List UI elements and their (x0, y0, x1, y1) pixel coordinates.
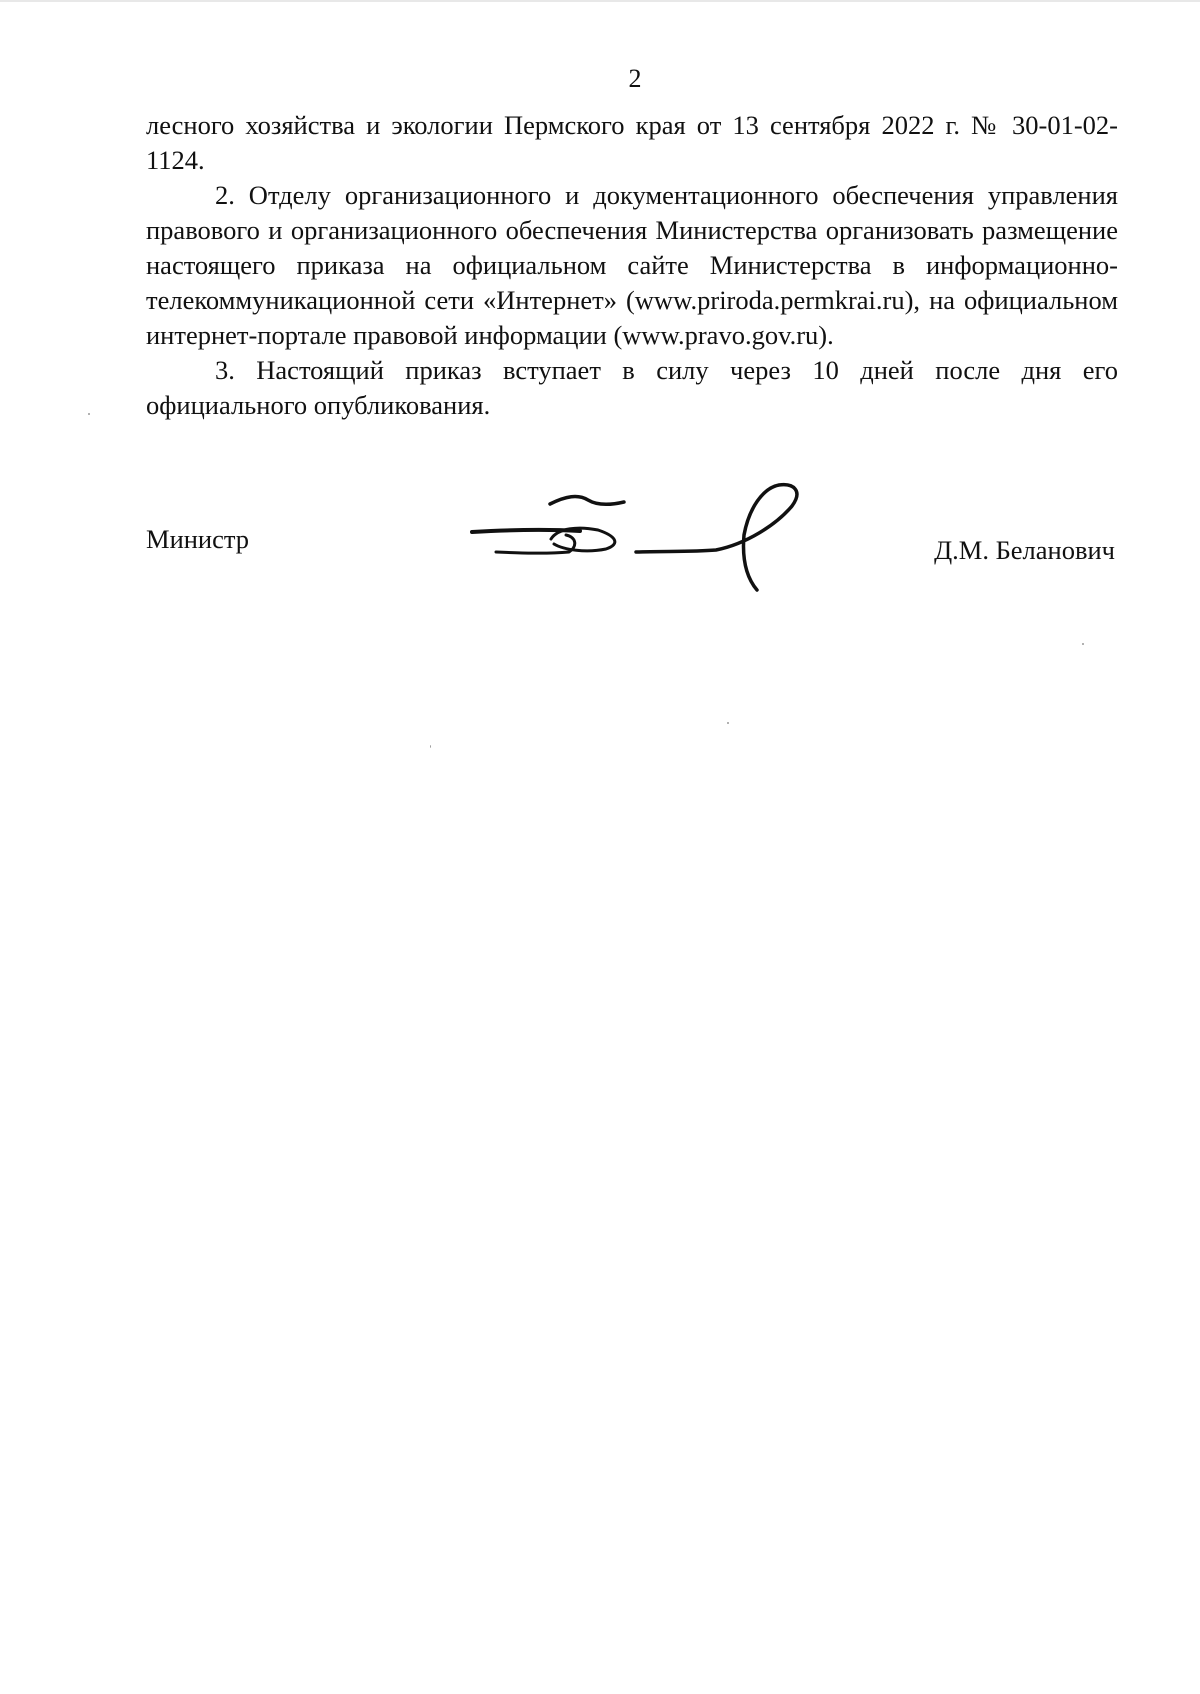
paragraph-item-2: 2. Отделу организационного и документационного обеспечения управления правового и организационного обеспечения Министерства организовать размещение настоящего приказа на официальном сайте Министерства в информационно-телекоммуникационной сети «Интернет» (www.priroda.permkrai.ru), на официальном интернет-портале правовой информации (www.pravo.gov.ru). (146, 180, 1118, 350)
signer-title: Министр (146, 524, 250, 554)
scan-edge (0, 0, 1200, 2)
page-number: 2 (628, 64, 642, 93)
paragraph-continuation: лесного хозяйства и экологии Пермского края от 13 сентября 2022 г. № 30-01-02-1124. (146, 110, 1118, 175)
signature-block (0, 480, 1200, 610)
scan-speck (727, 722, 729, 724)
paragraph-item-3: 3. Настоящий приказ вступает в силу через 10 дней после дня его официального опубликования. (146, 355, 1118, 420)
handwritten-signature (466, 480, 826, 595)
scan-speck (1082, 643, 1084, 645)
document-body (146, 108, 1118, 423)
signer-name: Д.М. Беланович (934, 535, 1115, 565)
scan-speck (88, 413, 90, 415)
scan-speck (430, 745, 431, 748)
